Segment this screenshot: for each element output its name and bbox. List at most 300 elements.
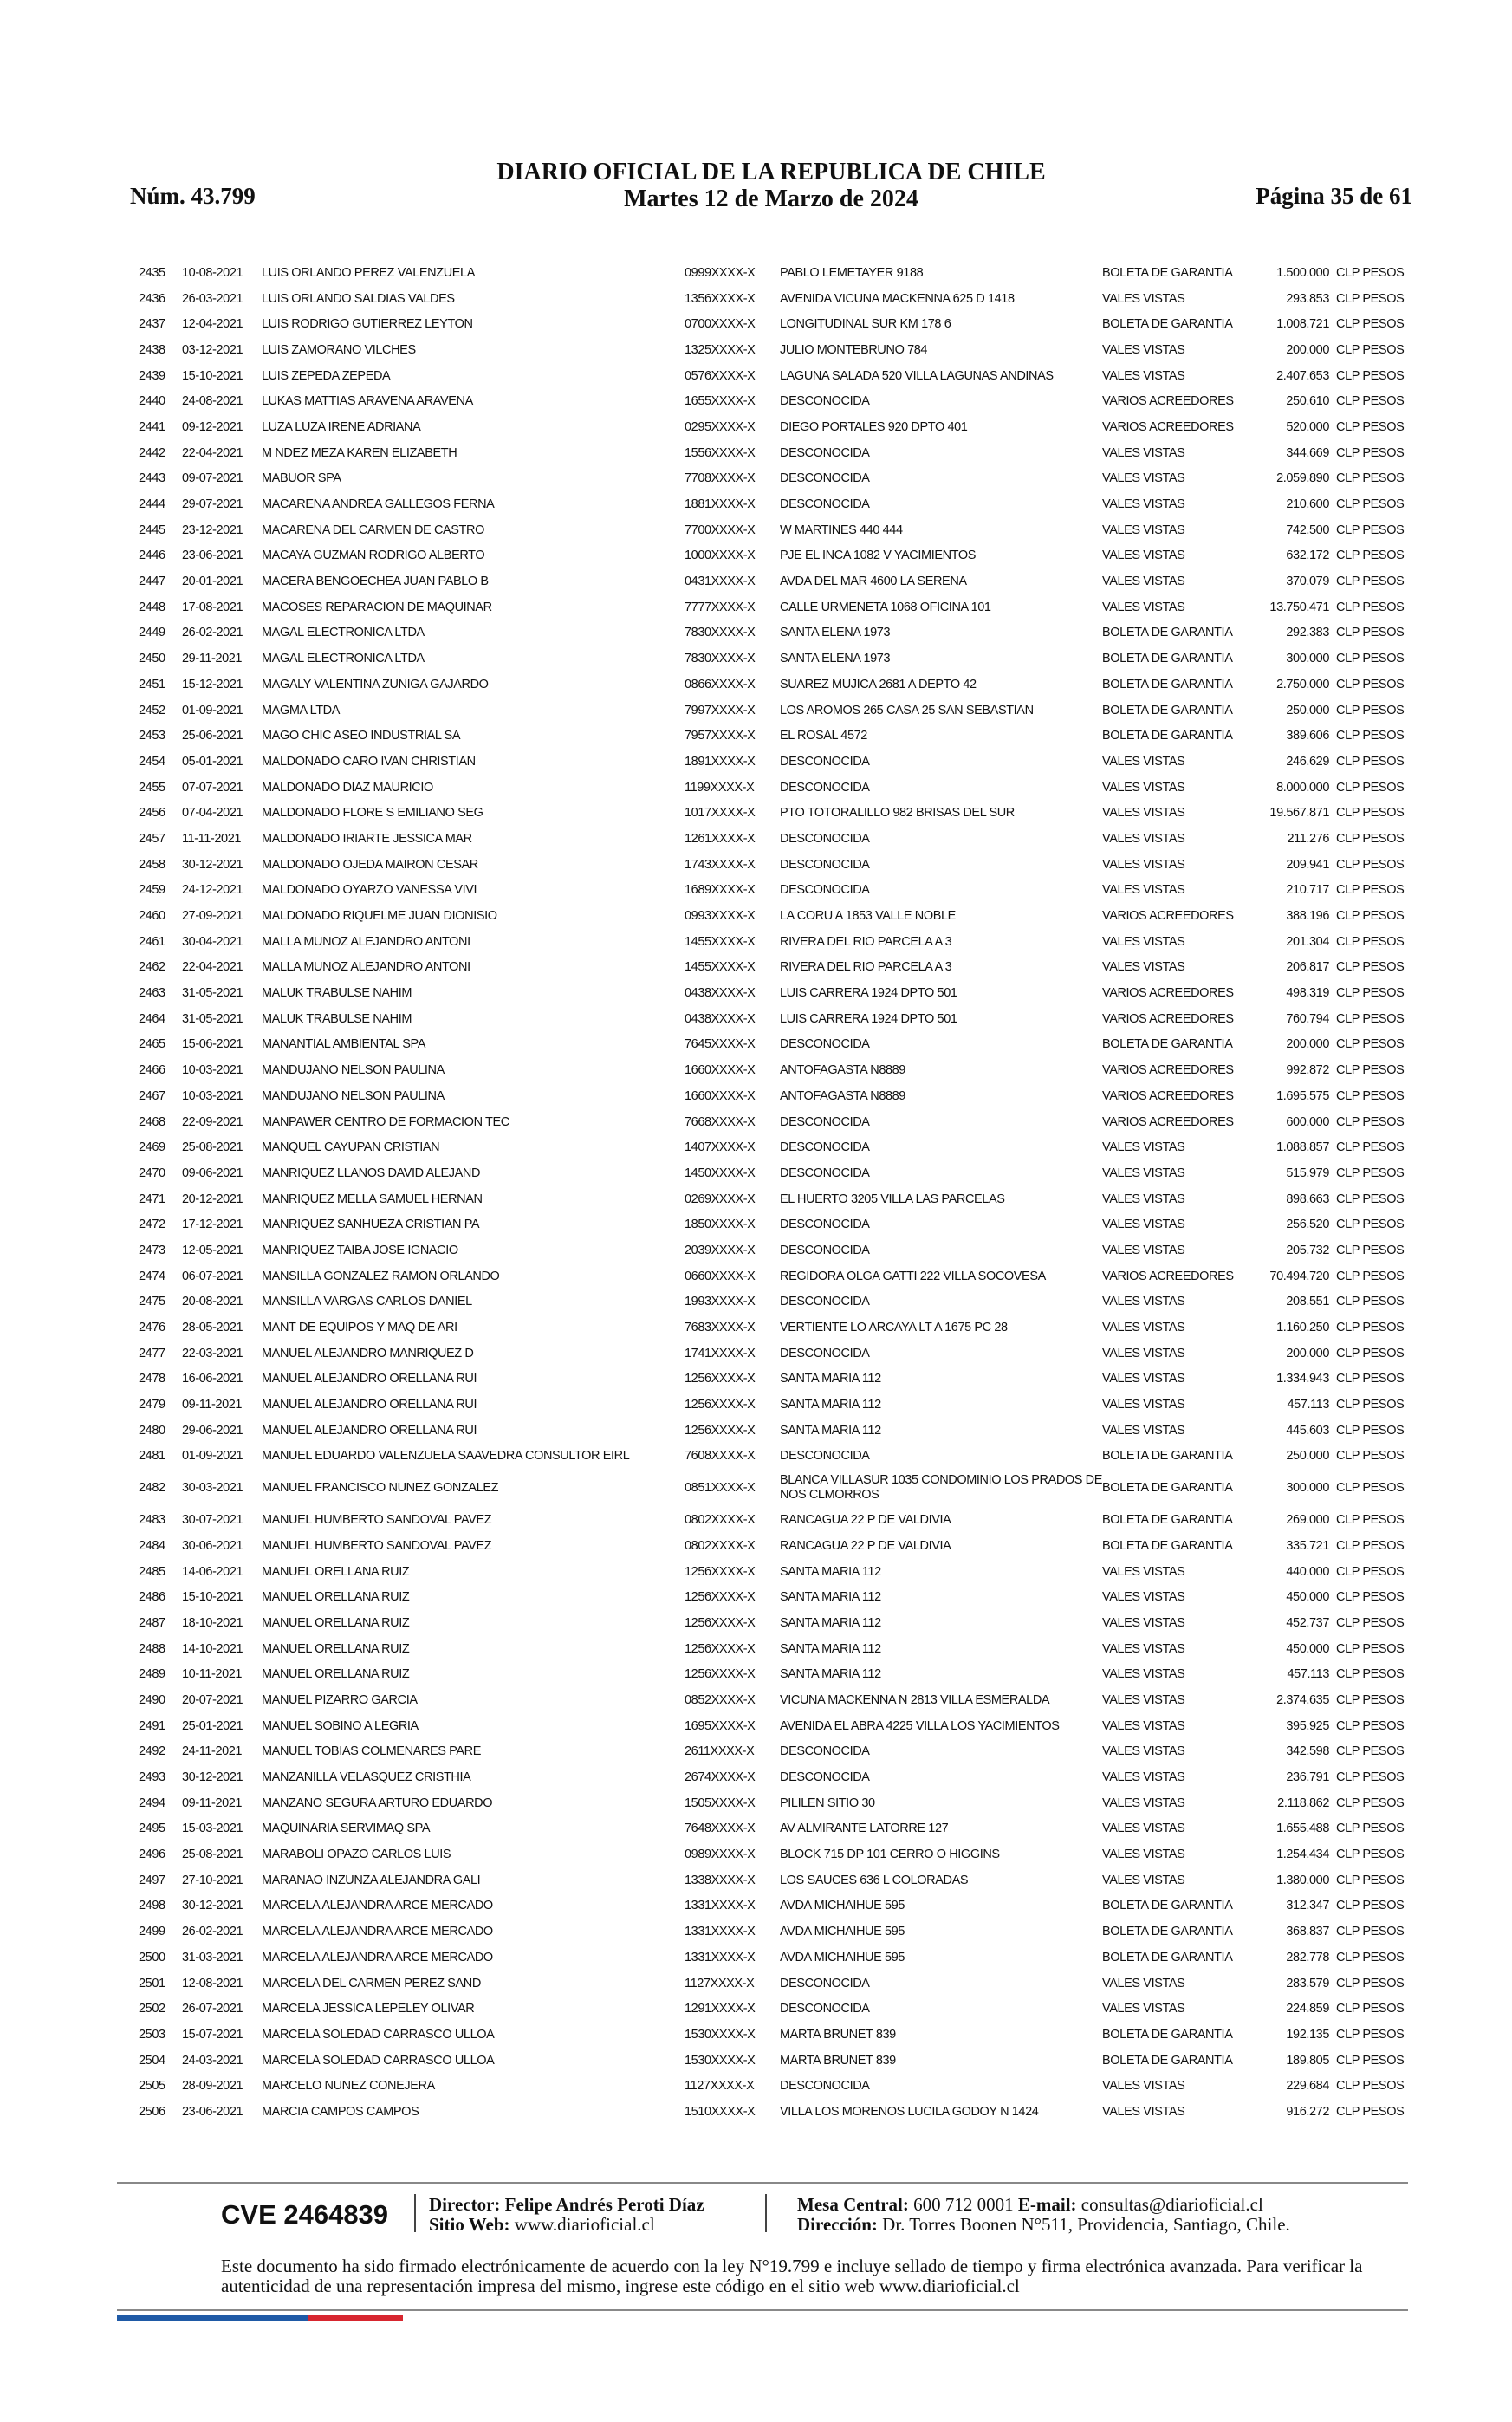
row-name: MARCELA ALEJANDRA ARCE MERCADO bbox=[262, 1899, 493, 1913]
row-amount: 210.600 bbox=[1286, 497, 1329, 512]
row-amount: 1.160.250 bbox=[1276, 1321, 1329, 1335]
email-link[interactable]: consultas@diarioficial.cl bbox=[1080, 2194, 1263, 2215]
table-row bbox=[139, 388, 1412, 414]
row-type: BOLETA DE GARANTIA bbox=[1102, 1950, 1233, 1964]
row-type: VALES VISTAS bbox=[1102, 754, 1185, 769]
row-type: VALES VISTAS bbox=[1102, 1692, 1185, 1707]
row-name: MALDONADO CARO IVAN CHRISTIAN bbox=[262, 754, 476, 769]
row-type: BOLETA DE GARANTIA bbox=[1102, 1899, 1233, 1913]
row-date: 06-07-2021 bbox=[182, 1269, 243, 1283]
row-date: 25-06-2021 bbox=[182, 729, 243, 743]
row-number: 2496 bbox=[139, 1847, 165, 1862]
row-date: 26-02-2021 bbox=[182, 626, 243, 640]
row-rut: 0851XXXX-X bbox=[685, 1481, 756, 1496]
table-row bbox=[139, 1893, 1412, 1919]
row-date: 30-12-2021 bbox=[182, 1899, 243, 1913]
row-number: 2488 bbox=[139, 1641, 165, 1656]
row-date: 26-03-2021 bbox=[182, 291, 243, 306]
site-link[interactable]: www.diarioficial.cl bbox=[514, 2214, 655, 2235]
row-date: 29-07-2021 bbox=[182, 497, 243, 512]
row-amount: 2.407.653 bbox=[1276, 368, 1329, 383]
row-name: MANRIQUEZ LLANOS DAVID ALEJAND bbox=[262, 1166, 481, 1180]
row-number: 2477 bbox=[139, 1346, 165, 1360]
row-currency: CLP PESOS bbox=[1336, 1873, 1405, 1887]
row-name: MACERA BENGOECHEA JUAN PABLO B bbox=[262, 575, 489, 589]
row-currency: CLP PESOS bbox=[1336, 1037, 1405, 1052]
row-date: 24-11-2021 bbox=[182, 1744, 243, 1759]
row-date: 30-12-2021 bbox=[182, 1770, 243, 1785]
row-rut: 1256XXXX-X bbox=[685, 1423, 756, 1438]
row-date: 29-06-2021 bbox=[182, 1423, 243, 1438]
row-currency: CLP PESOS bbox=[1336, 2053, 1405, 2068]
row-currency: CLP PESOS bbox=[1336, 1481, 1405, 1496]
row-number: 2479 bbox=[139, 1398, 165, 1412]
row-name: MALLA MUNOZ ALEJANDRO ANTONI bbox=[262, 960, 470, 975]
row-name: MANUEL EDUARDO VALENZUELA SAAVEDRA CONSULTOR EIRL bbox=[262, 1449, 630, 1464]
row-currency: CLP PESOS bbox=[1336, 1088, 1405, 1103]
row-number: 2465 bbox=[139, 1037, 165, 1052]
row-rut: 7648XXXX-X bbox=[685, 1821, 756, 1836]
row-number: 2451 bbox=[139, 677, 165, 692]
table-row bbox=[139, 1507, 1412, 1533]
row-address: DIEGO PORTALES 920 DPTO 401 bbox=[780, 419, 968, 434]
row-amount: 457.113 bbox=[1287, 1667, 1329, 1682]
row-amount: 335.721 bbox=[1286, 1538, 1329, 1553]
row-address: SANTA ELENA 1973 bbox=[780, 626, 891, 640]
row-address: BLOCK 715 DP 101 CERRO O HIGGINS bbox=[780, 1847, 1000, 1862]
row-rut: 2039XXXX-X bbox=[685, 1243, 756, 1257]
table-row bbox=[139, 852, 1412, 878]
row-amount: 312.347 bbox=[1286, 1899, 1329, 1913]
row-currency: CLP PESOS bbox=[1336, 729, 1405, 743]
table-row bbox=[139, 620, 1412, 646]
row-number: 2450 bbox=[139, 652, 165, 666]
row-currency: CLP PESOS bbox=[1336, 2104, 1405, 2119]
row-date: 17-08-2021 bbox=[182, 600, 243, 614]
table-row bbox=[139, 1109, 1412, 1135]
row-date: 25-01-2021 bbox=[182, 1718, 243, 1733]
row-rut: 1256XXXX-X bbox=[685, 1372, 756, 1386]
row-type: BOLETA DE GARANTIA bbox=[1102, 1449, 1233, 1464]
row-amount: 370.079 bbox=[1286, 575, 1329, 589]
row-currency: CLP PESOS bbox=[1336, 342, 1405, 357]
row-address: DESCONOCIDA bbox=[780, 497, 870, 512]
row-number: 2446 bbox=[139, 549, 165, 563]
row-address: SANTA MARIA 112 bbox=[780, 1615, 881, 1630]
row-amount: 8.000.000 bbox=[1276, 780, 1329, 795]
row-rut: 0660XXXX-X bbox=[685, 1269, 756, 1283]
footer-divider-bottom bbox=[117, 2309, 1408, 2311]
row-address: MARTA BRUNET 839 bbox=[780, 2053, 896, 2068]
row-number: 2498 bbox=[139, 1899, 165, 1913]
row-number: 2457 bbox=[139, 831, 165, 846]
row-currency: CLP PESOS bbox=[1336, 1449, 1405, 1464]
footer-separator bbox=[414, 2194, 416, 2232]
row-rut: 1331XXXX-X bbox=[685, 1925, 756, 1939]
row-type: VALES VISTAS bbox=[1102, 1192, 1185, 1206]
row-date: 24-03-2021 bbox=[182, 2053, 243, 2068]
row-name: MAGAL ELECTRONICA LTDA bbox=[262, 652, 425, 666]
row-address: LOS SAUCES 636 L COLORADAS bbox=[780, 1873, 969, 1887]
row-name: MANT DE EQUIPOS Y MAQ DE ARI bbox=[262, 1321, 457, 1335]
table-row bbox=[139, 1559, 1412, 1585]
row-rut: 1000XXXX-X bbox=[685, 549, 756, 563]
row-address: RANCAGUA 22 P DE VALDIVIA bbox=[780, 1538, 951, 1553]
row-address: DESCONOCIDA bbox=[780, 2079, 870, 2094]
flag-blue-bar bbox=[117, 2315, 308, 2321]
row-type: BOLETA DE GARANTIA bbox=[1102, 2053, 1233, 2068]
row-type: VALES VISTAS bbox=[1102, 1847, 1185, 1862]
row-currency: CLP PESOS bbox=[1336, 934, 1405, 949]
row-amount: 292.383 bbox=[1286, 626, 1329, 640]
row-rut: 1261XXXX-X bbox=[685, 831, 756, 846]
row-amount: 916.272 bbox=[1286, 2104, 1329, 2119]
row-number: 2487 bbox=[139, 1615, 165, 1630]
row-number: 2474 bbox=[139, 1269, 165, 1283]
row-number: 2482 bbox=[139, 1481, 165, 1496]
row-type: VALES VISTAS bbox=[1102, 2002, 1185, 2016]
row-currency: CLP PESOS bbox=[1336, 1011, 1405, 1026]
table-row bbox=[139, 1392, 1412, 1418]
row-name: MARANAO INZUNZA ALEJANDRA GALI bbox=[262, 1873, 481, 1887]
row-currency: CLP PESOS bbox=[1336, 471, 1405, 486]
row-amount: 250.000 bbox=[1286, 1449, 1329, 1464]
row-number: 2472 bbox=[139, 1217, 165, 1232]
row-number: 2473 bbox=[139, 1243, 165, 1257]
row-name: MARCELA SOLEDAD CARRASCO ULLOA bbox=[262, 2027, 495, 2042]
row-address: SUAREZ MUJICA 2681 A DEPTO 42 bbox=[780, 677, 977, 692]
row-rut: 1407XXXX-X bbox=[685, 1140, 756, 1155]
row-name: LUIS ORLANDO PEREZ VALENZUELA bbox=[262, 265, 475, 280]
row-currency: CLP PESOS bbox=[1336, 600, 1405, 614]
row-type: BOLETA DE GARANTIA bbox=[1102, 677, 1233, 692]
row-rut: 2611XXXX-X bbox=[685, 1744, 755, 1759]
row-amount: 19.567.871 bbox=[1269, 806, 1329, 821]
row-rut: 1556XXXX-X bbox=[685, 445, 756, 460]
row-type: VALES VISTAS bbox=[1102, 1795, 1185, 1810]
row-rut: 1505XXXX-X bbox=[685, 1795, 756, 1810]
row-name: MALDONADO OYARZO VANESSA VIVI bbox=[262, 883, 477, 898]
row-date: 14-10-2021 bbox=[182, 1641, 243, 1656]
row-type: VALES VISTAS bbox=[1102, 1821, 1185, 1836]
row-name: MARCELO NUNEZ CONEJERA bbox=[262, 2079, 435, 2094]
row-currency: CLP PESOS bbox=[1336, 1295, 1405, 1309]
row-name: MARCIA CAMPOS CAMPOS bbox=[262, 2104, 419, 2119]
row-type: VARIOS ACREEDORES bbox=[1102, 1114, 1234, 1129]
row-date: 28-09-2021 bbox=[182, 2079, 243, 2094]
row-rut: 1695XXXX-X bbox=[685, 1718, 756, 1733]
row-rut: 1256XXXX-X bbox=[685, 1641, 756, 1656]
row-name: LUKAS MATTIAS ARAVENA ARAVENA bbox=[262, 394, 473, 409]
row-currency: CLP PESOS bbox=[1336, 1192, 1405, 1206]
row-name: MACARENA DEL CARMEN DE CASTRO bbox=[262, 523, 484, 537]
row-name: MARCELA ALEJANDRA ARCE MERCADO bbox=[262, 1925, 493, 1939]
row-currency: CLP PESOS bbox=[1336, 265, 1405, 280]
row-type: VALES VISTAS bbox=[1102, 1243, 1185, 1257]
row-rut: 1660XXXX-X bbox=[685, 1088, 756, 1103]
table-row bbox=[139, 1315, 1412, 1341]
row-name: MARCELA DEL CARMEN PEREZ SAND bbox=[262, 1976, 481, 1990]
row-type: VALES VISTAS bbox=[1102, 883, 1185, 898]
row-name: MANZANILLA VELASQUEZ CRISTHIA bbox=[262, 1770, 471, 1785]
newspaper-title bbox=[130, 159, 1412, 212]
row-address: DESCONOCIDA bbox=[780, 831, 870, 846]
row-address: DESCONOCIDA bbox=[780, 754, 870, 769]
row-amount: 236.791 bbox=[1286, 1770, 1329, 1785]
row-currency: CLP PESOS bbox=[1336, 1423, 1405, 1438]
row-name: MARCELA ALEJANDRA ARCE MERCADO bbox=[262, 1950, 493, 1964]
row-number: 2468 bbox=[139, 1114, 165, 1129]
row-number: 2438 bbox=[139, 342, 165, 357]
row-currency: CLP PESOS bbox=[1336, 1513, 1405, 1528]
row-name: LUZA LUZA IRENE ADRIANA bbox=[262, 419, 421, 434]
row-name: MALDONADO IRIARTE JESSICA MAR bbox=[262, 831, 472, 846]
row-amount: 201.304 bbox=[1286, 934, 1329, 949]
table-row bbox=[139, 1057, 1412, 1083]
row-rut: 1993XXXX-X bbox=[685, 1295, 756, 1309]
row-amount: 189.805 bbox=[1286, 2053, 1329, 2068]
row-amount: 256.520 bbox=[1286, 1217, 1329, 1232]
row-address: LONGITUDINAL SUR KM 178 6 bbox=[780, 317, 951, 332]
row-type: VALES VISTAS bbox=[1102, 934, 1185, 949]
row-amount: 515.979 bbox=[1286, 1166, 1329, 1180]
row-type: VALES VISTAS bbox=[1102, 960, 1185, 975]
row-type: BOLETA DE GARANTIA bbox=[1102, 1481, 1233, 1496]
row-address: AVDA MICHAIHUE 595 bbox=[780, 1925, 905, 1939]
table-row bbox=[139, 955, 1412, 981]
flag-stripe bbox=[117, 2315, 403, 2321]
table-row bbox=[139, 1211, 1412, 1237]
row-rut: 7645XXXX-X bbox=[685, 1037, 756, 1052]
row-address: EL ROSAL 4572 bbox=[780, 729, 867, 743]
row-date: 01-09-2021 bbox=[182, 703, 243, 718]
row-type: VARIOS ACREEDORES bbox=[1102, 1269, 1234, 1283]
mesa-phone: 600 712 0001 bbox=[913, 2194, 1014, 2215]
row-rut: 1510XXXX-X bbox=[685, 2104, 756, 2119]
table-row bbox=[139, 1418, 1412, 1444]
row-amount: 457.113 bbox=[1287, 1398, 1329, 1412]
row-number: 2503 bbox=[139, 2027, 165, 2042]
row-type: VALES VISTAS bbox=[1102, 857, 1185, 872]
row-amount: 344.669 bbox=[1286, 445, 1329, 460]
row-type: VALES VISTAS bbox=[1102, 471, 1185, 486]
row-name: MALLA MUNOZ ALEJANDRO ANTONI bbox=[262, 934, 470, 949]
row-name: MANUEL HUMBERTO SANDOVAL PAVEZ bbox=[262, 1538, 492, 1553]
contact-block bbox=[797, 2195, 1290, 2235]
row-type: VALES VISTAS bbox=[1102, 1321, 1185, 1335]
row-amount: 1.334.943 bbox=[1276, 1372, 1329, 1386]
row-currency: CLP PESOS bbox=[1336, 549, 1405, 563]
row-type: BOLETA DE GARANTIA bbox=[1102, 2027, 1233, 2042]
row-rut: 0802XXXX-X bbox=[685, 1513, 756, 1528]
table-row bbox=[139, 286, 1412, 312]
cve-code: CVE 2464839 bbox=[221, 2199, 389, 2230]
row-amount: 1.008.721 bbox=[1276, 317, 1329, 332]
table-row bbox=[139, 1006, 1412, 1032]
row-number: 2444 bbox=[139, 497, 165, 512]
row-rut: 1450XXXX-X bbox=[685, 1166, 756, 1180]
row-date: 09-11-2021 bbox=[182, 1795, 243, 1810]
row-currency: CLP PESOS bbox=[1336, 1641, 1405, 1656]
row-type: VALES VISTAS bbox=[1102, 291, 1185, 306]
row-address: DESCONOCIDA bbox=[780, 1346, 870, 1360]
row-amount: 450.000 bbox=[1286, 1590, 1329, 1605]
table-row bbox=[139, 1032, 1412, 1058]
row-date: 27-09-2021 bbox=[182, 909, 243, 924]
table-row bbox=[139, 646, 1412, 672]
row-currency: CLP PESOS bbox=[1336, 1564, 1405, 1579]
row-number: 2459 bbox=[139, 883, 165, 898]
row-address: VERTIENTE LO ARCAYA LT A 1675 PC 28 bbox=[780, 1321, 1008, 1335]
table-row bbox=[139, 1237, 1412, 1263]
row-amount: 632.172 bbox=[1286, 549, 1329, 563]
address-label: Dirección: bbox=[797, 2214, 878, 2235]
table-row bbox=[139, 1919, 1412, 1945]
table-row bbox=[139, 1341, 1412, 1367]
row-date: 07-07-2021 bbox=[182, 780, 243, 795]
row-number: 2462 bbox=[139, 960, 165, 975]
row-number: 2436 bbox=[139, 291, 165, 306]
footer-separator bbox=[765, 2194, 767, 2232]
row-rut: 0438XXXX-X bbox=[685, 986, 756, 1001]
row-number: 2456 bbox=[139, 806, 165, 821]
row-rut: 1743XXXX-X bbox=[685, 857, 756, 872]
row-address: LOS AROMOS 265 CASA 25 SAN SEBASTIAN bbox=[780, 703, 1034, 718]
row-currency: CLP PESOS bbox=[1336, 1538, 1405, 1553]
row-number: 2455 bbox=[139, 780, 165, 795]
row-date: 20-07-2021 bbox=[182, 1692, 243, 1707]
row-name: MALUK TRABULSE NAHIM bbox=[262, 986, 412, 1001]
row-rut: 1256XXXX-X bbox=[685, 1590, 756, 1605]
row-currency: CLP PESOS bbox=[1336, 703, 1405, 718]
row-date: 25-08-2021 bbox=[182, 1847, 243, 1862]
row-amount: 210.717 bbox=[1286, 883, 1329, 898]
row-amount: 760.794 bbox=[1286, 1011, 1329, 1026]
row-type: VARIOS ACREEDORES bbox=[1102, 419, 1234, 434]
row-type: VALES VISTAS bbox=[1102, 1398, 1185, 1412]
row-currency: CLP PESOS bbox=[1336, 575, 1405, 589]
row-name: MANQUEL CAYUPAN CRISTIAN bbox=[262, 1140, 440, 1155]
row-address: AVDA MICHAIHUE 595 bbox=[780, 1899, 905, 1913]
table-row bbox=[139, 1841, 1412, 1867]
table-row bbox=[139, 466, 1412, 492]
table-row bbox=[139, 826, 1412, 852]
table-row bbox=[139, 723, 1412, 749]
records-table-body bbox=[139, 260, 1412, 2125]
row-address: RIVERA DEL RIO PARCELA A 3 bbox=[780, 960, 952, 975]
row-rut: 1660XXXX-X bbox=[685, 1063, 756, 1078]
row-type: VALES VISTAS bbox=[1102, 1372, 1185, 1386]
row-address: VICUNA MACKENNA N 2813 VILLA ESMERALDA bbox=[780, 1692, 1050, 1707]
row-date: 22-03-2021 bbox=[182, 1346, 243, 1360]
row-type: VALES VISTAS bbox=[1102, 1140, 1185, 1155]
row-type: VARIOS ACREEDORES bbox=[1102, 909, 1234, 924]
row-date: 10-03-2021 bbox=[182, 1088, 243, 1103]
row-type: BOLETA DE GARANTIA bbox=[1102, 626, 1233, 640]
row-amount: 1.380.000 bbox=[1276, 1873, 1329, 1887]
table-row bbox=[139, 311, 1412, 337]
row-date: 30-12-2021 bbox=[182, 857, 243, 872]
row-date: 30-06-2021 bbox=[182, 1538, 243, 1553]
row-number: 2471 bbox=[139, 1192, 165, 1206]
row-address: AVDA DEL MAR 4600 LA SERENA bbox=[780, 575, 967, 589]
row-name: MANUEL ALEJANDRO ORELLANA RUI bbox=[262, 1398, 477, 1412]
table-row bbox=[139, 414, 1412, 440]
table-row bbox=[139, 1469, 1412, 1507]
row-type: BOLETA DE GARANTIA bbox=[1102, 265, 1233, 280]
row-currency: CLP PESOS bbox=[1336, 445, 1405, 460]
table-row bbox=[139, 749, 1412, 775]
row-date: 17-12-2021 bbox=[182, 1217, 243, 1232]
row-rut: 1891XXXX-X bbox=[685, 754, 756, 769]
table-row bbox=[139, 698, 1412, 724]
row-date: 22-09-2021 bbox=[182, 1114, 243, 1129]
row-type: VALES VISTAS bbox=[1102, 342, 1185, 357]
row-rut: 7997XXXX-X bbox=[685, 703, 756, 718]
row-currency: CLP PESOS bbox=[1336, 960, 1405, 975]
row-amount: 2.059.890 bbox=[1276, 471, 1329, 486]
row-date: 09-07-2021 bbox=[182, 471, 243, 486]
row-name: MAGAL ELECTRONICA LTDA bbox=[262, 626, 425, 640]
row-address: LUIS CARRERA 1924 DPTO 501 bbox=[780, 986, 957, 1001]
row-number: 2504 bbox=[139, 2053, 165, 2068]
row-currency: CLP PESOS bbox=[1336, 1590, 1405, 1605]
row-rut: 7608XXXX-X bbox=[685, 1449, 756, 1464]
row-rut: 7830XXXX-X bbox=[685, 652, 756, 666]
address-value: Dr. Torres Boonen N°511, Providencia, Santiago, Chile. bbox=[882, 2214, 1290, 2235]
row-date: 23-06-2021 bbox=[182, 2104, 243, 2119]
row-rut: 1256XXXX-X bbox=[685, 1615, 756, 1630]
row-address: PILILEN SITIO 30 bbox=[780, 1795, 875, 1810]
row-type: VALES VISTAS bbox=[1102, 806, 1185, 821]
row-date: 10-08-2021 bbox=[182, 265, 243, 280]
row-number: 2475 bbox=[139, 1295, 165, 1309]
director-name: Felipe Andrés Peroti Díaz bbox=[504, 2194, 704, 2215]
row-rut: 1881XXXX-X bbox=[685, 497, 756, 512]
row-name: MALDONADO OJEDA MAIRON CESAR bbox=[262, 857, 478, 872]
row-address: DESCONOCIDA bbox=[780, 1037, 870, 1052]
row-amount: 992.872 bbox=[1286, 1063, 1329, 1078]
row-name: LUIS RODRIGO GUTIERREZ LEYTON bbox=[262, 317, 473, 332]
row-address: DESCONOCIDA bbox=[780, 471, 870, 486]
row-address: JULIO MONTEBRUNO 784 bbox=[780, 342, 928, 357]
row-date: 24-08-2021 bbox=[182, 394, 243, 409]
row-currency: CLP PESOS bbox=[1336, 754, 1405, 769]
row-address: DESCONOCIDA bbox=[780, 394, 870, 409]
table-row bbox=[139, 491, 1412, 517]
row-currency: CLP PESOS bbox=[1336, 1063, 1405, 1078]
row-rut: 0852XXXX-X bbox=[685, 1692, 756, 1707]
row-address: MARTA BRUNET 839 bbox=[780, 2027, 896, 2042]
table-row bbox=[139, 672, 1412, 698]
row-number: 2480 bbox=[139, 1423, 165, 1438]
row-amount: 300.000 bbox=[1286, 652, 1329, 666]
page-header bbox=[130, 159, 1412, 211]
row-number: 2500 bbox=[139, 1950, 165, 1964]
row-rut: 1356XXXX-X bbox=[685, 291, 756, 306]
row-amount: 250.000 bbox=[1286, 703, 1329, 718]
table-row bbox=[139, 1996, 1412, 2022]
row-rut: 1256XXXX-X bbox=[685, 1564, 756, 1579]
row-type: VALES VISTAS bbox=[1102, 1770, 1185, 1785]
row-type: VALES VISTAS bbox=[1102, 1976, 1185, 1990]
title-line-2: Martes 12 de Marzo de 2024 bbox=[624, 185, 918, 212]
row-number: 2437 bbox=[139, 317, 165, 332]
row-type: VALES VISTAS bbox=[1102, 780, 1185, 795]
row-address: DESCONOCIDA bbox=[780, 1449, 870, 1464]
row-name: MANUEL HUMBERTO SANDOVAL PAVEZ bbox=[262, 1513, 492, 1528]
row-address: SANTA MARIA 112 bbox=[780, 1398, 881, 1412]
